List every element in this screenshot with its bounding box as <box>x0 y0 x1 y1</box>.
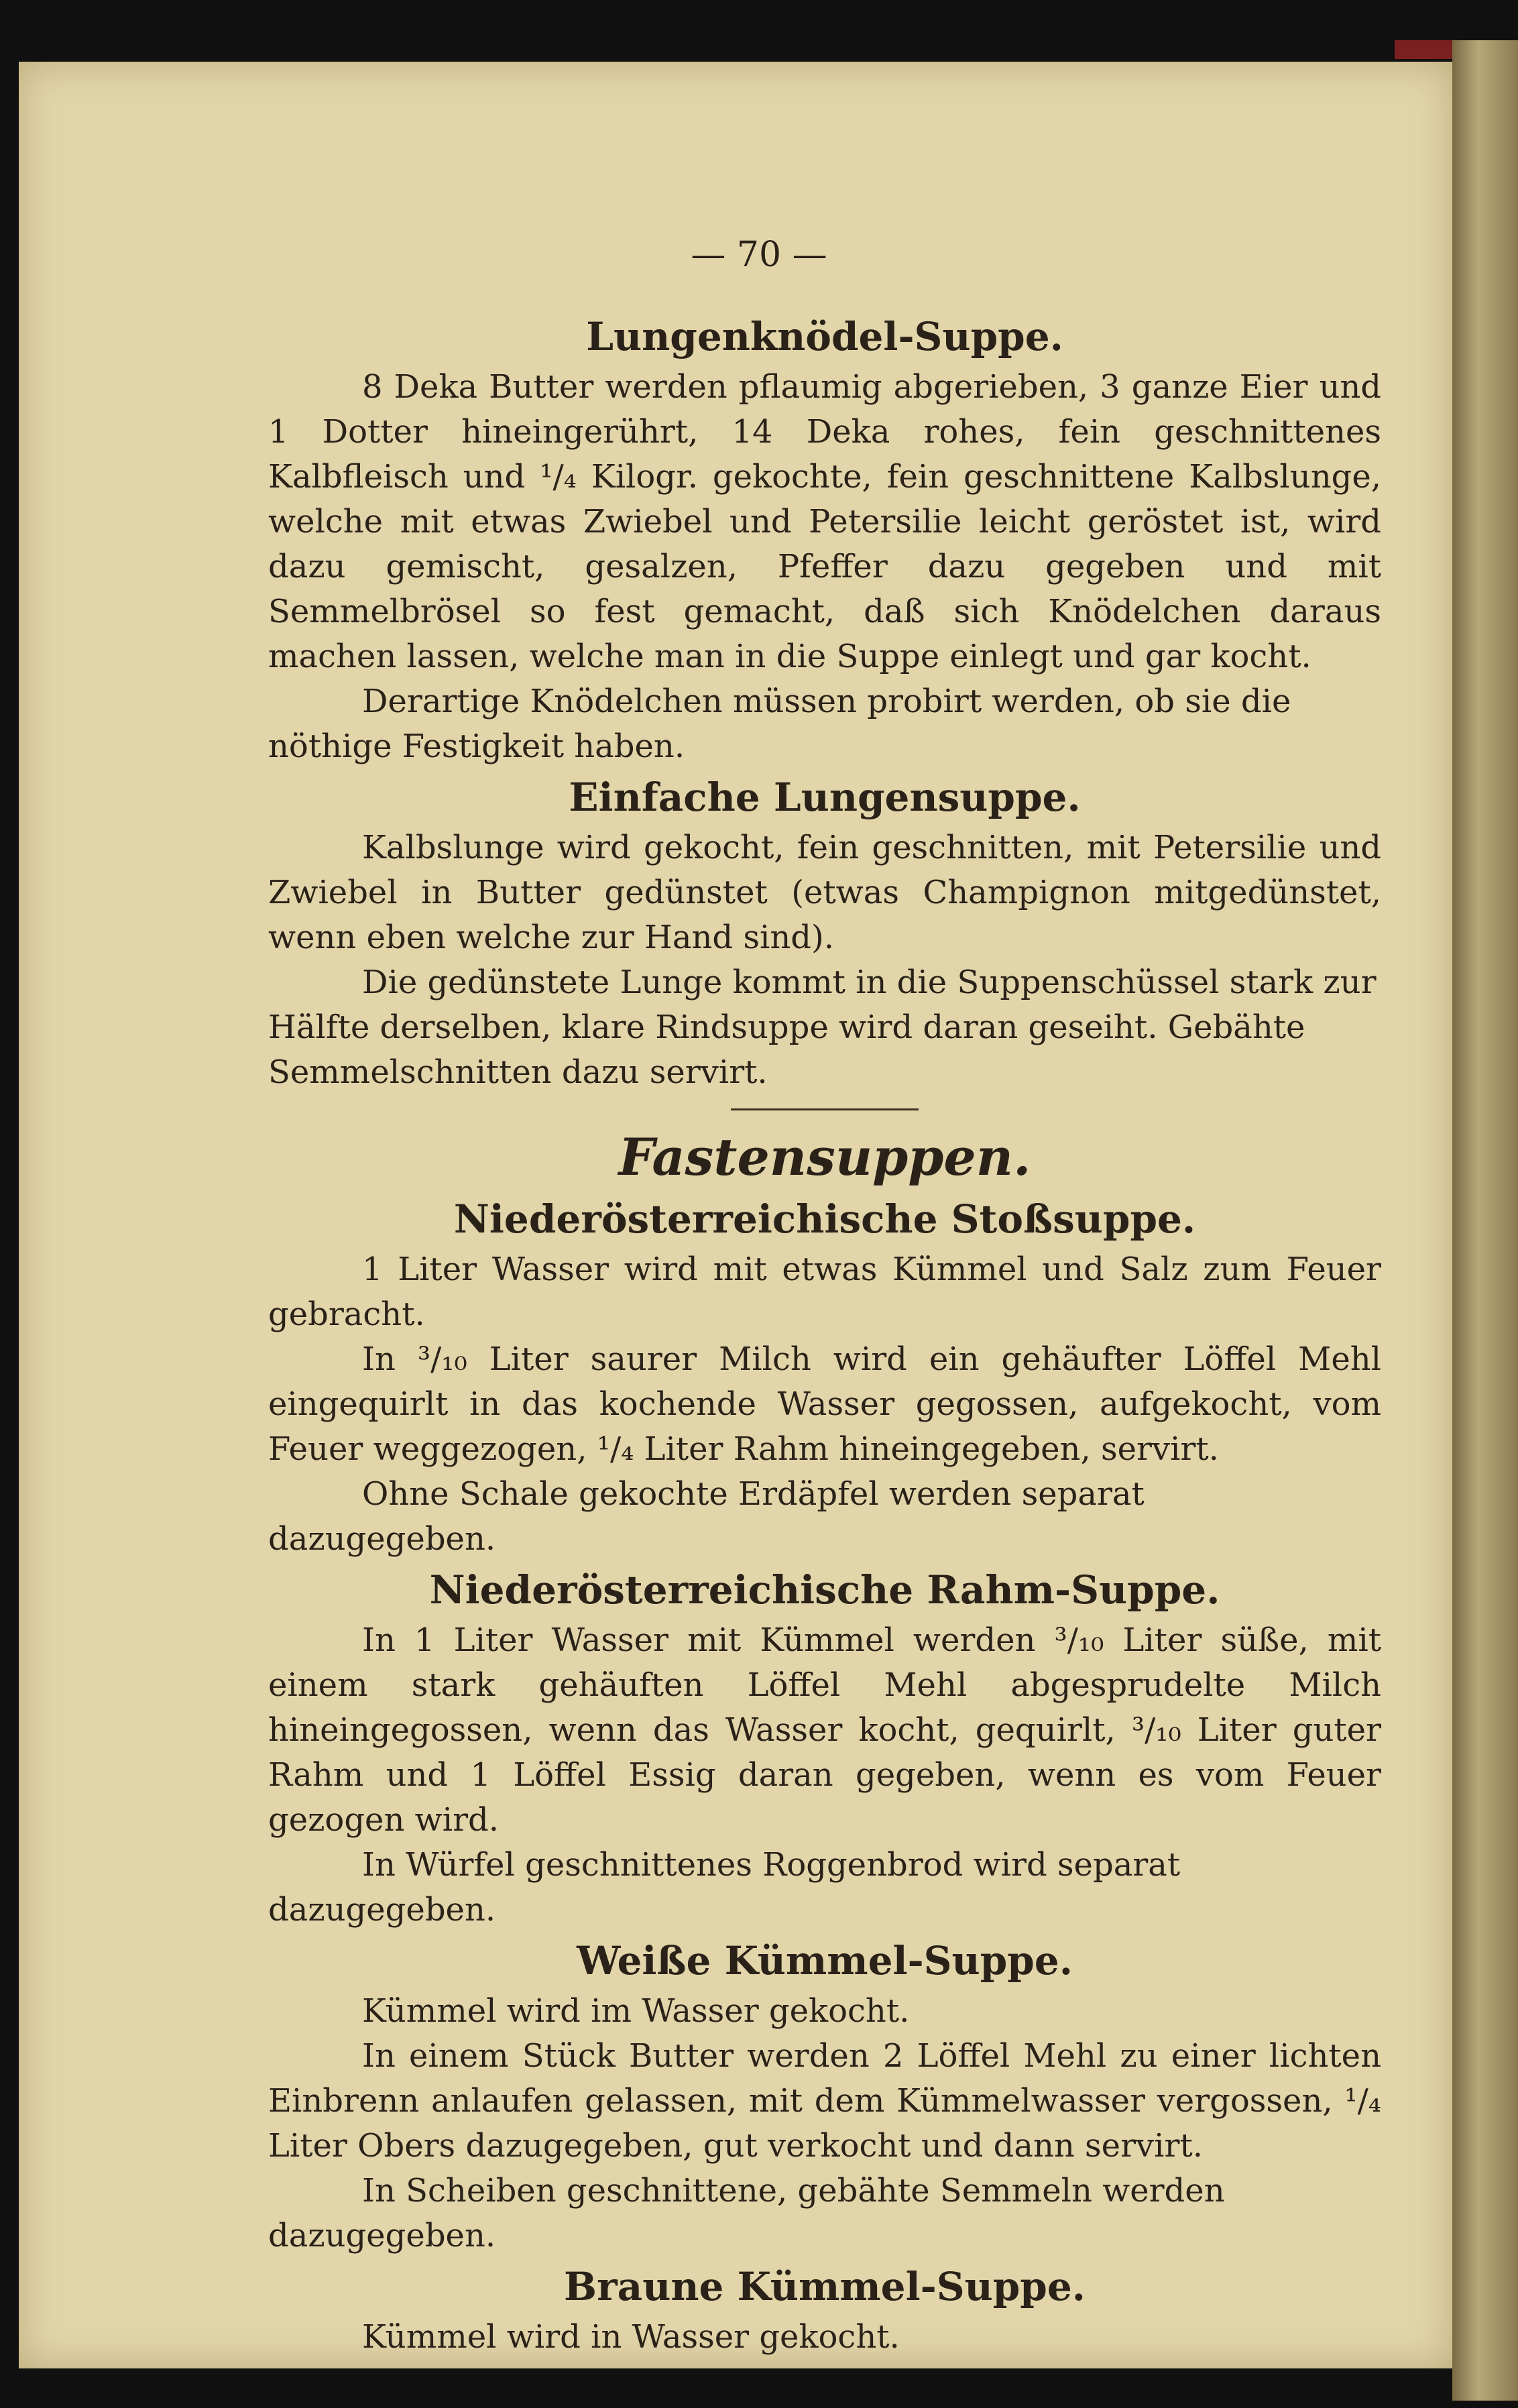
page-number: — 70 — <box>691 235 827 275</box>
paragraph: 8 Deka Butter werden pflaumig abgerieben, 3 ganze Eier und 1 Dotter hineingerührt, 14 Deka rohes, fein geschnittenes Kalbfleisch und ¹/₄ Kilogr. gekochte, fein geschnittene Kalbslunge, welche mit etwas Zwiebel und Petersilie leicht geröstet ist, wird dazu gemischt, gesalzen, Pfeffer dazu gegeben und mit Semmelbrösel so fest gemacht, daß sich Knödelchen daraus machen lassen, welche man in die Suppe einlegt und gar kocht. <box>268 368 1381 675</box>
heading-braune-kuemmel-suppe: Braune Kümmel-Suppe. <box>564 2264 1086 2309</box>
paragraph: In einem Stück Butter werden 2 Löffel Mehl zu einer lichten Einbrenn anlaufen gelassen, mit dem Kümmelwasser vergossen, ¹/₄ Liter Obers dazugegeben, gut verkocht und dann servirt. <box>268 2037 1381 2165</box>
heading-lungenknoedel-suppe: Lungenknödel-Suppe. <box>586 314 1063 359</box>
heading-einfache-lungensuppe: Einfache Lungensuppe. <box>569 775 1081 820</box>
section-divider <box>731 1108 919 1110</box>
paragraph: In Würfel geschnittenes Roggenbrod wird separat dazugegeben. <box>268 1846 1181 1929</box>
heading-rahm-suppe: Niederösterreichische Rahm-Suppe. <box>429 1567 1220 1613</box>
paragraph: Kümmel wird in Wasser gekocht. <box>362 2318 900 2356</box>
paragraph: Kalbslunge wird gekocht, fein geschnitten, mit Petersilie und Zwiebel in Butter gedünstet (etwas Champignon mitgedünstet, wenn eben welche zur Hand sind). <box>268 829 1381 956</box>
heading-weisse-kuemmel-suppe: Weiße Kümmel-Suppe. <box>577 1938 1073 1984</box>
paragraph: 1 Liter Wasser wird mit etwas Kümmel und Salz zum Feuer gebracht. <box>268 1251 1381 1333</box>
page-content <box>268 308 1381 2360</box>
paragraph: Kümmel wird im Wasser gekocht. <box>362 1992 910 2030</box>
book-binding <box>1452 40 1518 2401</box>
paragraph: In ³/₁₀ Liter saurer Milch wird ein gehäufter Löffel Mehl eingequirlt in das kochende Wasser gegossen, aufgekocht, vom Feuer weggezogen, ¹/₄ Liter Rahm hineingegeben, servirt. <box>268 1340 1381 1468</box>
paragraph: Derartige Knödelchen müssen probirt werden, ob sie die nöthige Festigkeit haben. <box>268 683 1291 765</box>
paragraph: Ohne Schale gekochte Erdäpfel werden separat dazugegeben. <box>268 1475 1145 1558</box>
heading-fastensuppen: Fastensuppen. <box>618 1127 1031 1187</box>
heading-stosssuppe: Niederösterreichische Stoßsuppe. <box>453 1196 1196 1242</box>
paragraph: In Scheiben geschnittene, gebähte Semmeln werden dazugegeben. <box>268 2172 1225 2254</box>
paragraph: Die gedünstete Lunge kommt in die Suppenschüssel stark zur Hälfte derselben, klare Rindsuppe wird daran geseiht. Gebähte Semmelschnitten dazu servirt. <box>268 964 1377 1091</box>
paragraph: In 1 Liter Wasser mit Kümmel werden ³/₁₀ Liter süße, mit einem stark gehäuften Löffel Mehl abgesprudelte Milch hineingegossen, wenn das Wasser kocht, gequirlt, ³/₁₀ Liter guter Rahm und 1 Löffel Essig daran gegeben, wenn es vom Feuer gezogen wird. <box>268 1621 1381 1839</box>
